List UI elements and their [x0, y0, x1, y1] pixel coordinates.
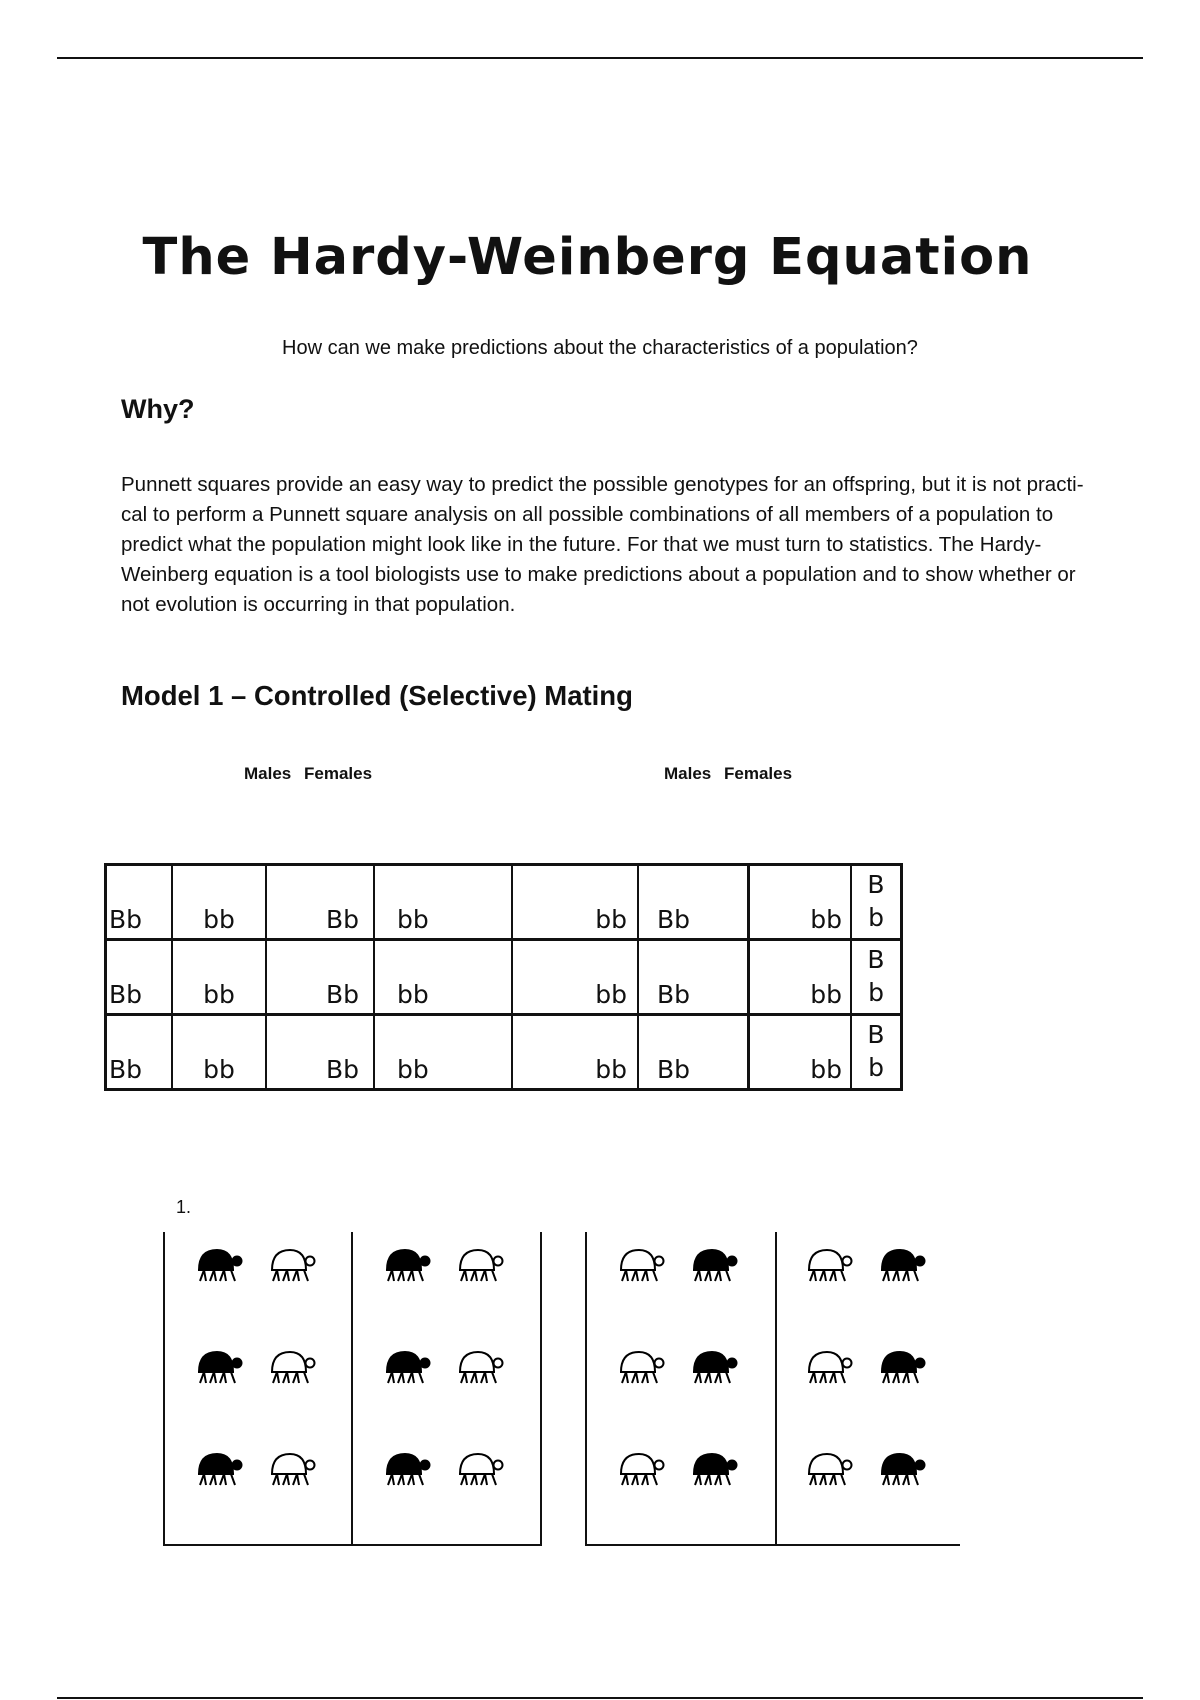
genotype-cell: Bb [266, 940, 374, 1015]
subtitle: How can we make predictions about the characteristics of a population? [282, 337, 918, 359]
genotype-cell: bb [374, 865, 512, 940]
genotype-cell: Bb [638, 1015, 749, 1090]
genotype-cell: Bb [266, 865, 374, 940]
genotype-cell: Bb [638, 940, 749, 1015]
filled-bug-icon [878, 1348, 926, 1386]
genotype-cell: Bb [106, 1015, 173, 1090]
genotype-cell: bb [749, 940, 852, 1015]
hollow-bug-icon [805, 1450, 853, 1488]
males-label: Males [664, 764, 712, 783]
hollow-bug-icon [617, 1450, 665, 1488]
group-header-left [244, 764, 380, 784]
filled-bug-icon [690, 1246, 738, 1284]
bottom-rule [57, 1697, 1143, 1699]
filled-bug-icon [878, 1246, 926, 1284]
table-row [106, 865, 902, 940]
hollow-bug-icon [456, 1348, 504, 1386]
why-paragraph: Punnett squares provide an easy way to predict the possible genotypes for an offspring, but it is not practi-cal to perform a Punnett square analysis on all possible combinations of all members of a population to predict what the population might look like in the future. For that we must turn to statistics. The Hardy-Weinberg equation is a tool biologists use to make predictions about a population and to show whether or not evolution is occurring in that population. [121, 473, 1084, 616]
allele-upper: B [867, 1020, 885, 1049]
filled-bug-icon [383, 1348, 431, 1386]
filled-bug-icon [383, 1450, 431, 1488]
males-label: Males [244, 764, 292, 783]
filled-bug-icon [878, 1450, 926, 1488]
genotype-table [104, 863, 903, 1091]
genotype-cell-split [851, 940, 902, 1015]
hollow-bug-icon [617, 1348, 665, 1386]
allele-upper: B [867, 870, 885, 899]
genotype-cell-split [851, 1015, 902, 1090]
bug-panel-4 [775, 1232, 960, 1546]
filled-bug-icon [195, 1450, 243, 1488]
genotype-cell: bb [172, 865, 266, 940]
hollow-bug-icon [456, 1246, 504, 1284]
group-header-right [664, 764, 800, 784]
females-label: Females [303, 764, 373, 783]
bug-panel-1 [163, 1232, 353, 1546]
genotype-cell: bb [172, 940, 266, 1015]
genotype-cell: bb [512, 940, 638, 1015]
hollow-bug-icon [617, 1246, 665, 1284]
genotype-cell: bb [512, 865, 638, 940]
females-label: Females [723, 764, 793, 783]
genotype-cell: bb [374, 940, 512, 1015]
hollow-bug-icon [268, 1348, 316, 1386]
allele-lower: b [868, 978, 884, 1007]
hollow-bug-icon [268, 1450, 316, 1488]
table-row [106, 1015, 902, 1090]
hollow-bug-icon [268, 1246, 316, 1284]
genotype-cell: Bb [638, 865, 749, 940]
table-row [106, 940, 902, 1015]
model-heading: Model 1 – Controlled (Selective) Mating [121, 680, 633, 711]
filled-bug-icon [195, 1348, 243, 1386]
why-heading: Why? [121, 394, 195, 424]
hollow-bug-icon [456, 1450, 504, 1488]
bug-panel-3 [585, 1232, 777, 1546]
question-number: 1. [176, 1197, 192, 1217]
filled-bug-icon [383, 1246, 431, 1284]
genotype-cell: bb [172, 1015, 266, 1090]
genotype-cell: bb [374, 1015, 512, 1090]
genotype-cell: bb [512, 1015, 638, 1090]
genotype-cell: Bb [106, 865, 173, 940]
filled-bug-icon [690, 1348, 738, 1386]
allele-lower: b [868, 1053, 884, 1082]
filled-bug-icon [195, 1246, 243, 1284]
bug-panel-2 [351, 1232, 542, 1546]
top-rule [57, 57, 1143, 59]
allele-lower: b [868, 903, 884, 932]
hollow-bug-icon [805, 1246, 853, 1284]
genotype-cell: bb [749, 1015, 852, 1090]
page-title: The Hardy-Weinberg Equation [142, 228, 1033, 287]
genotype-cell-split [851, 865, 902, 940]
genotype-cell: Bb [106, 940, 173, 1015]
allele-upper: B [867, 945, 885, 974]
genotype-cell: bb [749, 865, 852, 940]
filled-bug-icon [690, 1450, 738, 1488]
hollow-bug-icon [805, 1348, 853, 1386]
genotype-cell: Bb [266, 1015, 374, 1090]
